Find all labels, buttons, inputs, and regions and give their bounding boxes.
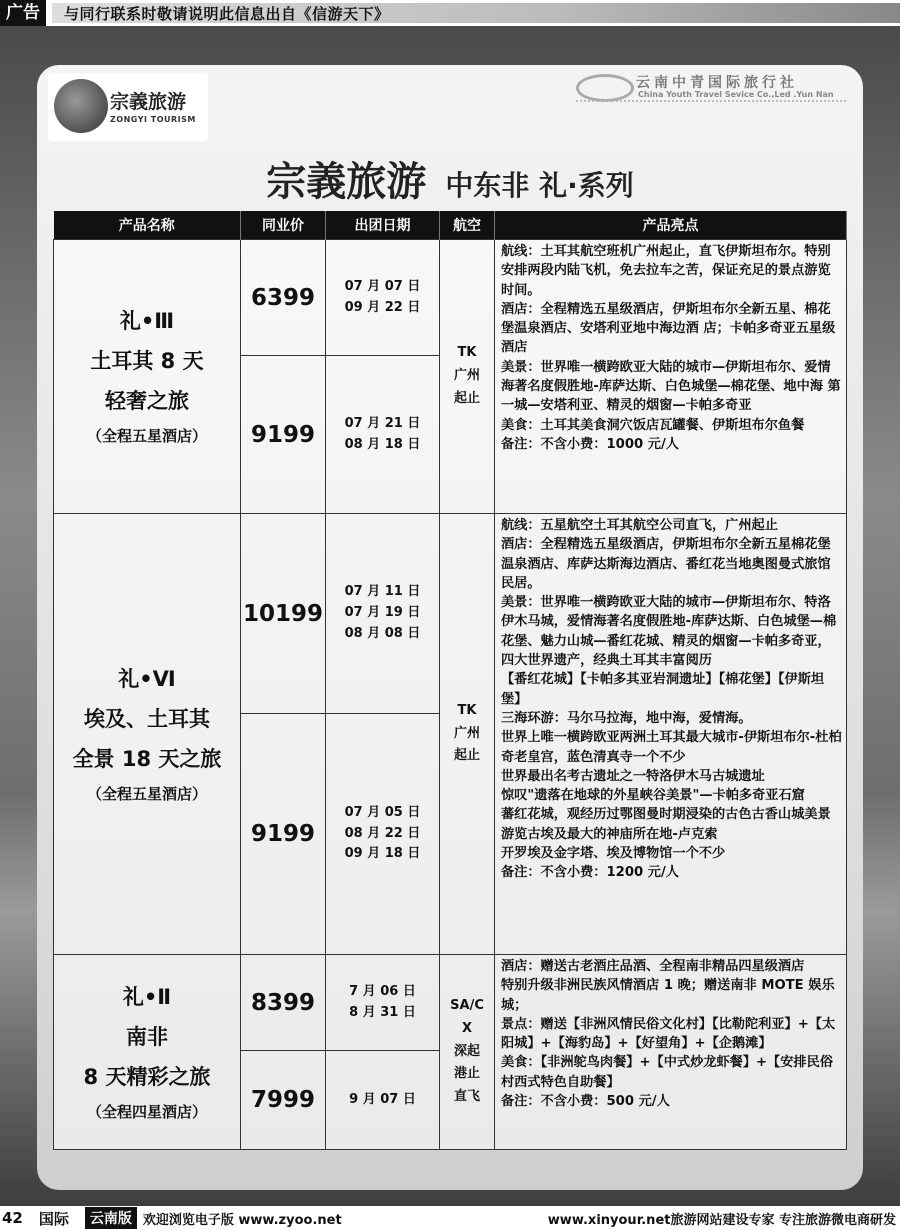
highlight-line: 景点：赠送【非洲风情民俗文化村】【比勒陀利亚】+【太阳城】+【海豹岛】+【好望角】+【企鹅滩】 bbox=[501, 1016, 836, 1052]
airline-line: 起止 bbox=[453, 390, 480, 406]
airline-line: TK bbox=[457, 345, 477, 361]
highlight-line: 美食：【非洲鸵鸟肉餐】+【中式炒龙虾餐】+【安排民俗村西式特色自助餐】 bbox=[501, 1055, 833, 1090]
ad-label: 广告 bbox=[0, 0, 46, 26]
cyts-mark-icon bbox=[576, 74, 634, 102]
departure-date: 08 月 18 日 bbox=[344, 436, 421, 452]
top-ad-bar bbox=[0, 0, 900, 26]
page-footer bbox=[0, 1206, 900, 1230]
highlight-line: 备注：不含小费：1200 元/人 bbox=[501, 865, 679, 881]
product-route: 埃及、土耳其 bbox=[84, 706, 210, 731]
highlight-line: 备注：不含小费：1000 元/人 bbox=[501, 436, 679, 452]
title-sub: 中东非 礼·系列 bbox=[445, 169, 634, 202]
airline-line: 广州 bbox=[453, 725, 480, 741]
highlight-line: 美景：世界唯一横跨欧亚大陆的城市—伊斯坦布尔、特洛伊木马城，爱情海著名度假胜地-库萨达斯、白色城堡—棉花堡、魅力山城—番红花城、精灵的烟窗—卡帕多奇亚，四大世界遗产，经典土耳其丰富阅历 bbox=[501, 595, 837, 669]
edition-badge: 云南版 bbox=[85, 1207, 137, 1229]
highlights-cell bbox=[495, 240, 847, 514]
agency-contact-lines bbox=[576, 100, 846, 107]
airline-line: 起止 bbox=[453, 748, 480, 764]
airline-line: TK bbox=[457, 702, 477, 718]
product-route: 土耳其 8 天 bbox=[90, 349, 204, 374]
airline-cell bbox=[440, 955, 495, 1150]
header-product-name: 产品名称 bbox=[54, 211, 241, 240]
departure-date: 08 月 08 日 bbox=[344, 625, 421, 641]
highlight-line: 世界上唯一横跨欧亚两洲土耳其最大城市-伊斯坦布尔-杜柏奇老皇宫，蓝色清真寺一个不少 bbox=[501, 730, 842, 765]
logo-name-cn: 宗義旅游 bbox=[110, 91, 187, 113]
section-label: 国际 bbox=[38, 1209, 69, 1228]
logo-name-en: ZONGYI TOURISM bbox=[110, 115, 196, 124]
price-cell: 9199 bbox=[241, 714, 326, 955]
product-hotel-note: （全程五星酒店） bbox=[86, 784, 207, 803]
table-row bbox=[54, 514, 847, 714]
airline-line: 广州 bbox=[453, 368, 480, 384]
departure-date: 07 月 11 日 bbox=[344, 584, 421, 600]
product-table bbox=[53, 211, 847, 1150]
dates-cell bbox=[326, 356, 440, 514]
highlight-line: 酒店：赠送古老酒庄品酒、全程南非精品四星级酒店 bbox=[501, 959, 805, 974]
zongyi-logo bbox=[48, 73, 208, 141]
price-cell: 9199 bbox=[241, 356, 326, 514]
departure-date: 8 月 31 日 bbox=[349, 1004, 416, 1020]
airline-cell bbox=[440, 240, 495, 514]
agency-logo bbox=[576, 70, 856, 110]
highlight-line: 蕃红花城，观经历过鄂图曼时期浸染的古色古香山城美景游览古埃及最大的神庙所在地-卢克索 bbox=[501, 807, 831, 842]
highlight-line: 世界最出名考古遗址之一特洛伊木马古城遗址 bbox=[501, 768, 765, 784]
highlight-line: 航线：五星航空土耳其航空公司直飞，广州起止 bbox=[501, 518, 778, 533]
highlight-line: 美景：世界唯一横跨欧亚大陆的城市—伊斯坦布尔、爱情海著名度假胜地-库萨达斯、白色城堡—棉花堡、地中海 第一城—安塔利亚、精灵的烟窗—卡帕多奇亚 bbox=[501, 359, 841, 414]
product-tagline: 8 天精彩之旅 bbox=[83, 1064, 211, 1089]
table-header-row bbox=[54, 211, 847, 240]
product-series: 礼•Ⅵ bbox=[118, 666, 176, 691]
agency-name-cn: 云南中青国际旅行社 bbox=[636, 75, 798, 91]
airline-line: 直飞 bbox=[453, 1089, 480, 1105]
agency-name-en: China Youth Travel Sevice Co.,Led .Yun Nan bbox=[638, 90, 834, 99]
page-title bbox=[0, 150, 900, 207]
departure-date: 9 月 07 日 bbox=[349, 1091, 416, 1107]
departure-date: 07 月 19 日 bbox=[344, 605, 421, 621]
header-price: 同业价 bbox=[241, 211, 326, 240]
header-airline: 航空 bbox=[440, 211, 495, 240]
highlights-cell bbox=[495, 955, 847, 1150]
table-row bbox=[54, 240, 847, 356]
product-tagline: 全景 18 天之旅 bbox=[72, 746, 222, 771]
product-route: 南非 bbox=[126, 1024, 168, 1049]
departure-date: 09 月 18 日 bbox=[344, 846, 421, 862]
airline-line: SA/C bbox=[450, 998, 484, 1014]
highlight-line: 特别升级非洲民族风情酒店 1 晚；赠送南非 MOTE 娱乐城； bbox=[501, 978, 835, 1013]
highlights-cell bbox=[495, 514, 847, 955]
dates-cell bbox=[326, 1051, 440, 1150]
ebook-link-text: 欢迎浏览电子版 www.zyoo.net bbox=[142, 1212, 342, 1228]
product-series: 礼•Ⅱ bbox=[122, 984, 172, 1009]
product-hotel-note: （全程四星酒店） bbox=[86, 1102, 207, 1121]
highlight-line: 酒店：全程精选五星级酒店，伊斯坦布尔全新五星、棉花堡温泉酒店、安塔利亚地中海边酒 店；卡帕多奇亚五星级酒店 bbox=[501, 301, 836, 356]
product-hotel-note: （全程五星酒店） bbox=[86, 427, 207, 446]
airline-line: X bbox=[461, 1020, 473, 1036]
highlight-line: 备注：不含小费：500 元/人 bbox=[501, 1094, 670, 1110]
table-row bbox=[54, 955, 847, 1051]
departure-date: 07 月 21 日 bbox=[344, 415, 421, 431]
dates-cell bbox=[326, 240, 440, 356]
airline-cell bbox=[440, 514, 495, 955]
dates-cell bbox=[326, 955, 440, 1051]
dates-cell bbox=[326, 514, 440, 714]
product-name-cell bbox=[54, 514, 241, 955]
departure-date: 09 月 22 日 bbox=[344, 299, 421, 315]
departure-date: 08 月 22 日 bbox=[344, 825, 421, 841]
page-number: 42 bbox=[2, 1209, 23, 1227]
website-promo-text: www.xinyour.net旅游网站建设专家 专注旅游微电商研发 bbox=[547, 1212, 896, 1228]
departure-date: 07 月 07 日 bbox=[344, 278, 421, 294]
price-cell: 10199 bbox=[241, 514, 326, 714]
notice-strip bbox=[52, 3, 900, 23]
footprint-emblem-icon bbox=[54, 79, 108, 133]
airline-line: 港止 bbox=[453, 1066, 480, 1082]
highlight-line: 航线：土耳其航空班机广州起止，直飞伊斯坦布尔。特别安排两段内陆飞机，免去拉车之苦，保证充足的景点游览时间。 bbox=[501, 244, 831, 298]
airline-line: 深起 bbox=[453, 1043, 480, 1059]
highlight-line: 惊叹"遗落在地球的外星峡谷美景"—卡帕多奇亚石窟 bbox=[501, 788, 805, 804]
highlight-line: 酒店：全程精选五星级酒店，伊斯坦布尔全新五星棉花堡温泉酒店、库萨达斯海边酒店、番红花当地奥图曼式旅馆民居。 bbox=[501, 537, 831, 591]
price-cell: 6399 bbox=[241, 240, 326, 356]
product-series: 礼•Ⅲ bbox=[119, 309, 175, 334]
product-tagline: 轻奢之旅 bbox=[105, 389, 189, 414]
departure-date: 7 月 06 日 bbox=[349, 983, 416, 999]
highlight-line: 美食：土耳其美食洞穴饭店瓦罐餐、伊斯坦布尔鱼餐 bbox=[501, 417, 805, 433]
highlight-line: 【番红花城】【卡帕多其亚岩洞遗址】【棉花堡】【伊斯坦堡】 bbox=[501, 672, 825, 707]
highlight-line: 三海环游：马尔马拉海，地中海，爱情海。 bbox=[501, 710, 752, 726]
dates-cell bbox=[326, 714, 440, 955]
source-notice: 与同行联系时敬请说明此信息出自《信游天下》 bbox=[64, 4, 390, 23]
product-name-cell bbox=[54, 955, 241, 1150]
product-name-cell bbox=[54, 240, 241, 514]
header-highlights: 产品亮点 bbox=[495, 211, 847, 240]
departure-date: 07 月 05 日 bbox=[344, 804, 421, 820]
header-departure-dates: 出团日期 bbox=[326, 211, 440, 240]
title-main: 宗義旅游 bbox=[266, 158, 427, 205]
highlight-line: 开罗埃及金字塔、埃及博物馆一个不少 bbox=[501, 846, 726, 862]
price-cell: 8399 bbox=[241, 955, 326, 1051]
price-cell: 7999 bbox=[241, 1051, 326, 1150]
